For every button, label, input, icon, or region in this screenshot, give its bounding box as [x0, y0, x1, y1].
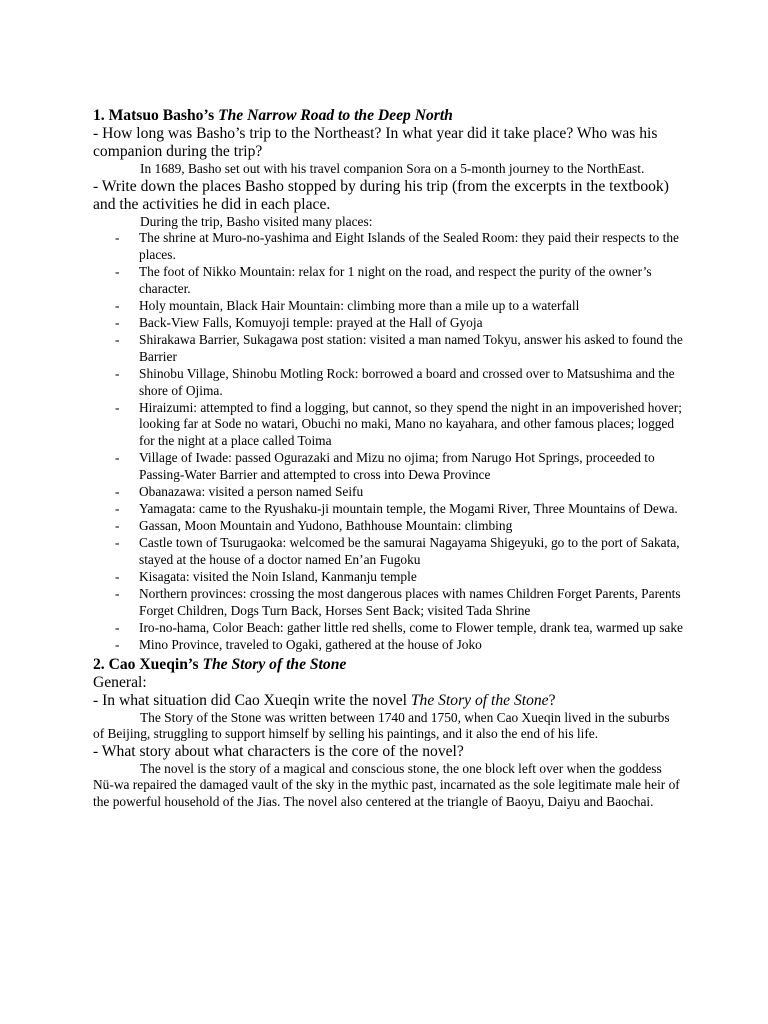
- section-1-answer-1: In 1689, Basho set out with his travel companion Sora on a 5-month journey to the NorthEast.: [140, 161, 645, 176]
- list-item-text: Shinobu Village, Shinobu Motling Rock: borrowed a board and crossed over to Matsushima and the shore of Ojima.: [139, 365, 675, 398]
- list-marker: -: [115, 518, 120, 534]
- section-1-places-intro: During the trip, Basho visited many places:: [140, 213, 373, 229]
- list-item: [93, 501, 683, 518]
- list-item-text: Hiraizumi: attempted to find a logging, but cannot, so they spend the night in an impoverished hover; looking far at Sode no watari, Obuchi no maki, Mano no kayahara, and other famous places; logged for the night at a place called Toima: [139, 399, 682, 448]
- places-list: [93, 230, 683, 654]
- list-marker: -: [115, 314, 120, 330]
- list-marker: -: [115, 297, 120, 313]
- list-item-text: Kisagata: visited the Noin Island, Kanmanju temple: [139, 569, 417, 585]
- section-2-q1-work: The Story of the Stone: [410, 691, 549, 709]
- list-item-text: Obanazawa: visited a person named Seifu: [139, 483, 364, 499]
- section-2-question-2: - What story about what characters is the core of the novel?: [93, 742, 464, 760]
- list-marker: -: [115, 637, 120, 653]
- list-marker: -: [115, 586, 120, 602]
- list-item-text: Back-View Falls, Komuyoji temple: prayed at the Hall of Gyoja: [139, 314, 483, 330]
- list-item: [93, 535, 683, 568]
- list-item-text: Holy mountain, Black Hair Mountain: climbing more than a mile up to a waterfall: [139, 297, 580, 313]
- list-item: [93, 366, 683, 399]
- list-item-text: Castle town of Tsurugaoka: welcomed be the samurai Nagayama Shigeyuki, go to the port of Sakata, stayed at the house of a doctor named En’an Fugoku: [139, 535, 680, 567]
- list-item-text: Gassan, Moon Mountain and Yudono, Bathhouse Mountain: climbing: [139, 518, 513, 534]
- list-item-text: Village of Iwade: passed Ogurazaki and Mizu no ojima; from Narugo Hot Springs, proceeded to Passing-Water Barrier and attempted to cross into Dewa Province: [139, 450, 655, 482]
- section-2-heading: [93, 655, 683, 674]
- section-1-title-prefix: 1. Matsuo Basho’s: [93, 107, 219, 124]
- list-item-text: Shirakawa Barrier, Sukagawa post station: visited a man named Tokyu, answer his asked to found the Barrier: [139, 332, 683, 364]
- section-1-question-1: - How long was Basho’s trip to the Northeast? In what year did it take place? Who was his companion during the trip?: [93, 125, 658, 160]
- list-item: [93, 298, 683, 315]
- section-2-q1-suffix: ?: [548, 691, 556, 709]
- section-2-q1-prefix: - In what situation did Cao Xueqin write the novel: [93, 691, 411, 709]
- list-item: [93, 315, 683, 332]
- list-item: [93, 484, 683, 501]
- list-item: [93, 400, 683, 450]
- list-item-text: The foot of Nikko Mountain: relax for 1 night on the road, and respect the purity of the owner’s character.: [139, 263, 652, 296]
- list-item: [93, 586, 683, 619]
- list-item: [93, 230, 683, 263]
- list-item: [93, 518, 683, 535]
- list-marker: -: [115, 450, 120, 466]
- list-marker: -: [115, 483, 120, 499]
- list-marker: -: [115, 569, 120, 585]
- list-marker: -: [115, 263, 120, 279]
- list-marker: -: [115, 399, 120, 415]
- document-page: [93, 106, 683, 811]
- list-marker: -: [115, 365, 120, 381]
- list-marker: -: [115, 332, 120, 348]
- list-item-text: The shrine at Muro-no-yashima and Eight Islands of the Sealed Room: they paid their respects to the places.: [139, 230, 679, 262]
- section-2-general-label: General:: [93, 673, 147, 691]
- section-1-heading: [93, 106, 683, 125]
- section-2-question-1: [93, 692, 683, 710]
- list-item-text: Iro-no-hama, Color Beach: gather little red shells, come to Flower temple, drank tea, warmed up sake: [139, 620, 684, 636]
- list-item-text: Mino Province, traveled to Ogaki, gathered at the house of Joko: [139, 637, 482, 653]
- list-marker: -: [115, 230, 120, 246]
- section-2-title-prefix: 2. Cao Xueqin’s: [93, 655, 203, 673]
- list-item: [93, 637, 683, 654]
- section-1-question-2: - Write down the places Basho stopped by during his trip (from the excerpts in the textbook) and the activities he did in each place.: [93, 177, 669, 213]
- list-item: [93, 332, 683, 365]
- section-2-title-work: The Story of the Stone: [202, 655, 347, 673]
- list-marker: -: [115, 501, 120, 517]
- list-item: [93, 620, 683, 637]
- list-item: [93, 264, 683, 297]
- section-1-title-work: The Narrow Road to the Deep North: [218, 107, 453, 124]
- section-2-answer-2: The novel is the story of a magical and conscious stone, the one block left over when the goddess Nü-wa repaired the damaged vault of the sky in the mythic past, incarnated as the sole legitimate male heir of the powerful household of the Jias. The novel also centered at the triangle of Baoyu, Daiyu and Baochai.: [93, 760, 680, 809]
- list-item-text: Northern provinces: crossing the most dangerous places with names Children Forget Parents, Parents Forget Children, Dogs Turn Back, Horses Sent Back; visited Tada Shrine: [139, 586, 681, 618]
- list-marker: -: [115, 620, 120, 636]
- section-2-answer-1: The Story of the Stone was written between 1740 and 1750, when Cao Xueqin lived in the suburbs of Beijing, struggling to support himself by selling his paintings, and it also the end of his life.: [93, 709, 670, 742]
- list-item-text: Yamagata: came to the Ryushaku-ji mountain temple, the Mogami River, Three Mountains of Dewa.: [139, 501, 678, 517]
- list-marker: -: [115, 535, 120, 551]
- list-item: [93, 450, 683, 483]
- list-item: [93, 569, 683, 586]
